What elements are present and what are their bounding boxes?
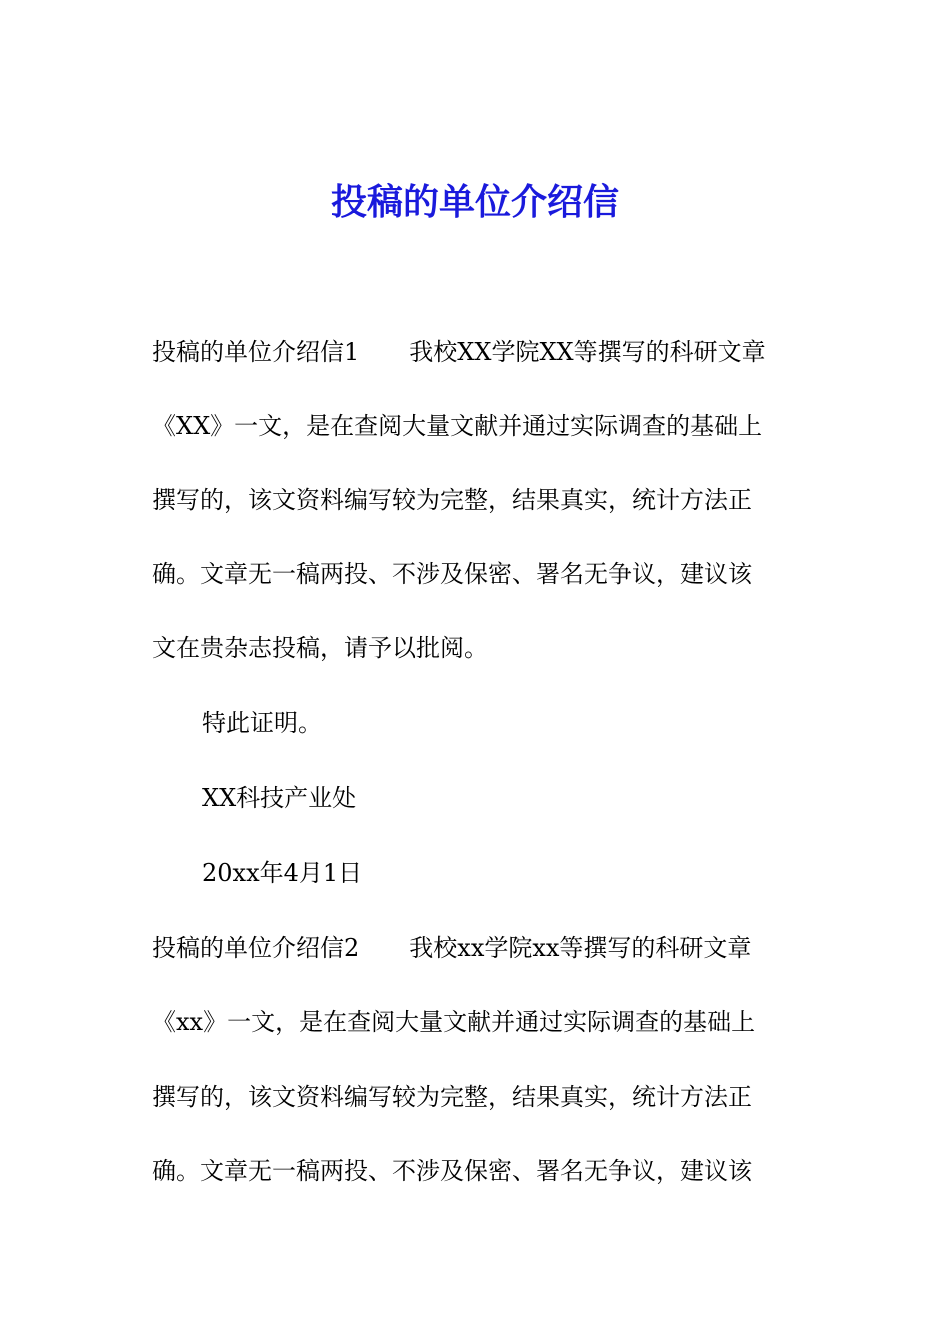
letter-1-heading: 投稿的单位介绍信1 (152, 338, 360, 366)
letter-2-body-line: 我校xx学院xx等撰写的科研文章 (409, 934, 752, 962)
letter-1-closing: 特此证明。 (202, 709, 322, 737)
page-title: 投稿的单位介绍信 (330, 182, 619, 223)
letter-1-date: 20xx年4月1日 (202, 859, 363, 887)
letter-1-body-line: 《XX》一文，是在查阅大量文献并通过实际调查的基础上 (152, 412, 763, 440)
letter-2-heading: 投稿的单位介绍信2 (152, 934, 360, 962)
letter-2-body-line: 确。文章无一稿两投、不涉及保密、署名无争议，建议该 (152, 1157, 752, 1185)
letter-1-body-line: 撰写的，该文资料编写较为完整，结果真实，统计方法正 (152, 486, 752, 514)
letter-2-body-line: 《xx》一文，是在查阅大量文献并通过实际调查的基础上 (152, 1008, 756, 1036)
letter-1-body-line: 文在贵杂志投稿，请予以批阅。 (152, 634, 488, 662)
letter-1-signature: XX科技产业处 (202, 784, 357, 812)
letter-1-body-line: 确。文章无一稿两投、不涉及保密、署名无争议，建议该 (152, 560, 752, 588)
letter-2-first-line (152, 930, 812, 966)
letter-2-body-line: 撰写的，该文资料编写较为完整，结果真实，统计方法正 (152, 1083, 752, 1111)
letter-1-body-line: 我校XX学院XX等撰写的科研文章 (409, 338, 766, 366)
letter-1-first-line (152, 334, 812, 370)
